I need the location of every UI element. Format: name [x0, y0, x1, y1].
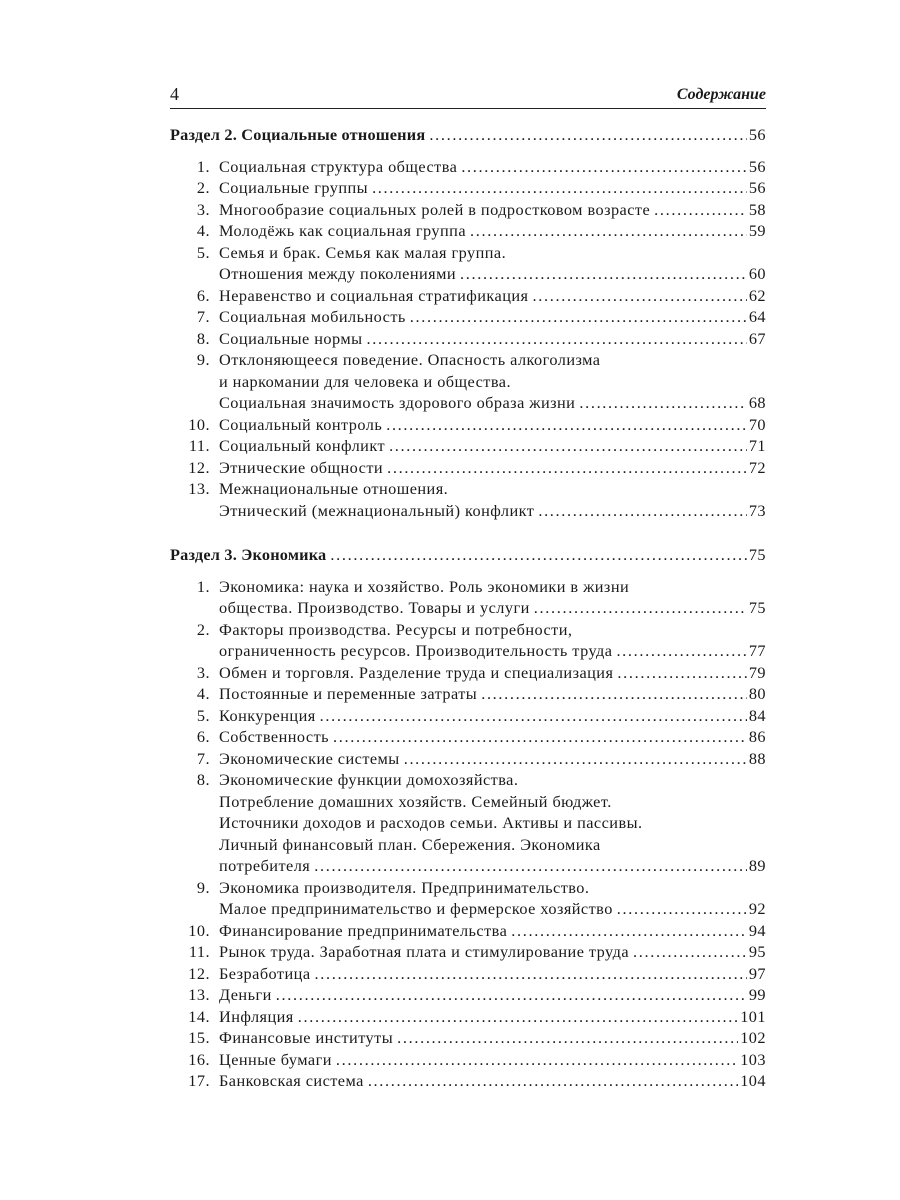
toc-page-number: 80	[748, 684, 766, 703]
toc-entry	[0, 920, 900, 942]
page-number: 4	[170, 84, 179, 104]
toc-entry-text: Экономические функции домохозяйства.	[219, 770, 519, 789]
toc-entry-row	[0, 920, 900, 942]
dot-leader	[470, 220, 747, 242]
toc-entry-title: Рынок труда. Заработная плата и стимулирование труда	[219, 942, 630, 961]
toc-entry-number: 5.	[196, 242, 210, 262]
toc-entry-title: Ценные бумаги	[219, 1049, 332, 1069]
toc-entry-line	[219, 984, 766, 1006]
toc-entry-row	[0, 414, 900, 436]
toc-page-number: 101	[740, 1006, 766, 1026]
toc-entry-text: и наркомании для человека и общества.	[219, 371, 511, 391]
toc-entry-row	[0, 726, 900, 748]
toc-entry-title: Этнический (межнациональный) конфликт	[219, 500, 535, 520]
running-head-title: Содержание	[676, 86, 766, 103]
toc-entry-title: Социальный контроль	[219, 414, 383, 434]
toc-entry-number: 4.	[196, 684, 210, 703]
toc-entry	[0, 1070, 900, 1092]
toc-entry-row	[0, 769, 900, 791]
toc-entry-number: 6.	[196, 285, 210, 305]
toc-entry	[0, 1049, 900, 1071]
toc-entry-row	[0, 984, 900, 1006]
toc-entry-row	[0, 392, 900, 414]
toc-page-number: 67	[748, 328, 766, 348]
toc-entry	[0, 984, 900, 1006]
dot-leader	[315, 963, 747, 985]
toc-entry-row	[0, 683, 900, 705]
toc-entry-title: Социальный конфликт	[219, 436, 386, 455]
toc-entry-line	[219, 199, 766, 221]
dot-leader	[368, 1070, 738, 1092]
toc-entry-row	[0, 812, 900, 834]
toc-entry-row	[0, 263, 900, 285]
toc-entry-row	[0, 242, 900, 264]
toc-entry-number: 9.	[196, 877, 210, 897]
toc-entry-row	[0, 855, 900, 877]
toc-entry-number: 3.	[196, 199, 210, 219]
toc-entry	[0, 199, 900, 221]
toc-entry-row	[0, 898, 900, 920]
toc-page-number: 99	[748, 985, 766, 1004]
toc-entry-number: 1.	[196, 576, 210, 596]
toc-entry-title: Социальная структура общества	[219, 156, 458, 176]
toc-entry	[0, 220, 900, 242]
section-heading-line	[170, 124, 766, 146]
toc-entry-row	[0, 285, 900, 307]
toc-entry-row	[0, 748, 900, 770]
toc-page-number: 86	[748, 727, 766, 746]
toc-entry-number: 15.	[188, 1028, 210, 1047]
toc-page-number: 77	[748, 641, 766, 660]
toc-entry-row	[0, 640, 900, 662]
toc-entry-row	[0, 306, 900, 328]
toc-entry-number: 8.	[196, 770, 210, 789]
toc-entry-title: общества. Производство. Товары и услуги	[219, 598, 530, 617]
toc-entry-number: 3.	[196, 662, 210, 682]
toc-entry	[0, 941, 900, 963]
toc-entry-text: Факторы производства. Ресурсы и потребности,	[219, 619, 573, 639]
toc-entry-number: 12.	[188, 457, 210, 477]
toc-page-number: 88	[748, 748, 766, 768]
toc-page-number: 92	[748, 899, 766, 918]
section-3-block	[0, 544, 900, 1092]
toc-page-number: 79	[748, 662, 766, 682]
toc-entry-line	[219, 748, 766, 770]
toc-entry-title: Безработица	[219, 963, 311, 983]
dot-leader	[320, 705, 747, 727]
toc-entry-number: 10.	[188, 920, 210, 940]
toc-entry-row	[0, 834, 900, 856]
toc-entry-title: Конкуренция	[219, 705, 316, 725]
toc-entry-text: Межнациональные отношения.	[219, 479, 449, 498]
toc-entry-line	[219, 285, 766, 307]
toc-entry-title: Деньги	[219, 985, 272, 1004]
dot-leader	[298, 1006, 738, 1028]
toc-entry-line	[219, 640, 766, 662]
section-heading	[0, 124, 900, 146]
toc-entry	[0, 877, 900, 920]
toc-entry-title: Экономические системы	[219, 748, 400, 768]
dot-leader	[410, 306, 747, 328]
toc-entry-row	[0, 619, 900, 641]
toc-entry-line	[219, 177, 766, 199]
toc-page-number: 102	[740, 1028, 766, 1047]
toc-entry-row	[0, 371, 900, 393]
toc-page-number: 72	[748, 457, 766, 477]
toc-entry-text: Экономика: наука и хозяйство. Роль экономики в жизни	[219, 576, 630, 596]
toc-entry	[0, 242, 900, 285]
toc-entry	[0, 769, 900, 877]
dot-leader	[481, 683, 747, 705]
toc-entry	[0, 478, 900, 521]
toc-entry-title: Социальная значимость здорового образа жизни	[219, 393, 576, 412]
toc-entry-row	[0, 457, 900, 479]
dot-leader	[654, 199, 747, 221]
toc-entry-number: 16.	[188, 1049, 210, 1069]
toc-entry-row	[0, 597, 900, 619]
dot-leader	[429, 124, 746, 146]
toc-entry-text: Потребление домашних хозяйств. Семейный бюджет.	[219, 791, 612, 811]
toc-entry-row	[0, 1027, 900, 1049]
toc-entry-line	[219, 726, 766, 748]
toc-entry-title: Постоянные и переменные затраты	[219, 684, 478, 703]
toc-entry-title: Малое предпринимательство и фермерское хозяйство	[219, 899, 613, 918]
toc-page-number: 89	[748, 856, 766, 875]
toc-entry-line	[219, 435, 766, 457]
toc-entry-line	[219, 500, 766, 522]
toc-entry-number: 4.	[196, 221, 210, 240]
toc-entry	[0, 576, 900, 619]
dot-leader	[276, 984, 747, 1006]
section-heading-line	[170, 544, 766, 566]
dot-leader	[389, 435, 747, 457]
section-heading	[0, 544, 900, 566]
dot-leader	[617, 662, 746, 684]
toc-entry-line	[219, 156, 766, 178]
toc-entry-number: 5.	[196, 705, 210, 725]
dot-leader	[336, 1049, 738, 1071]
toc-entry-line	[219, 855, 766, 877]
toc-entry-row	[0, 349, 900, 371]
toc-entry-title: Собственность	[219, 727, 330, 746]
toc-entry-title: Неравенство и социальная стратификация	[219, 285, 529, 305]
toc-page-number: 58	[748, 199, 766, 219]
toc-entry-number: 9.	[196, 350, 210, 369]
toc-entry	[0, 619, 900, 662]
toc-entry	[0, 726, 900, 748]
toc-entry-line	[219, 1006, 766, 1028]
toc-entry-number: 11.	[188, 942, 210, 961]
toc-entry-title: Многообразие социальных ролей в подростковом возрасте	[219, 199, 651, 219]
dot-leader	[461, 156, 747, 178]
dot-leader	[386, 414, 747, 436]
toc-entry-title: Социальная мобильность	[219, 307, 406, 326]
toc-entry-row	[0, 791, 900, 813]
toc-entry	[0, 306, 900, 328]
toc-entry-row	[0, 199, 900, 221]
toc-entry	[0, 748, 900, 770]
toc-entry-line	[219, 328, 766, 350]
toc-page-number: 103	[740, 1049, 766, 1069]
toc-entry-title: Банковская система	[219, 1071, 364, 1090]
toc-entry-number: 17.	[188, 1071, 210, 1090]
toc-entry-line	[219, 414, 766, 436]
toc-entry-line	[219, 306, 766, 328]
dot-leader	[330, 544, 746, 566]
dot-leader	[387, 457, 747, 479]
toc-entry-title: Финансирование предпринимательства	[219, 920, 508, 940]
toc-entry-row	[0, 478, 900, 500]
toc-entry	[0, 414, 900, 436]
toc-entry-row	[0, 177, 900, 199]
toc-entry	[0, 457, 900, 479]
toc-page-number: 56	[748, 156, 766, 176]
toc-entry-title: Социальные группы	[219, 178, 369, 197]
toc-entry	[0, 662, 900, 684]
toc-page-number: 60	[748, 264, 766, 283]
toc-entry-number: 7.	[196, 307, 210, 326]
toc-page-number: 75	[748, 598, 766, 617]
toc-entry-title: Обмен и торговля. Разделение труда и специализация	[219, 662, 614, 682]
dot-leader	[333, 726, 747, 748]
dot-leader	[533, 285, 747, 307]
toc-entry-number: 2.	[196, 178, 210, 197]
dot-leader	[314, 855, 747, 877]
toc-entry-line	[219, 662, 766, 684]
section-2-block	[0, 124, 900, 521]
dot-leader	[460, 263, 747, 285]
toc-entry	[0, 683, 900, 705]
toc-entry-number: 2.	[196, 619, 210, 639]
toc-entry	[0, 285, 900, 307]
toc-entry-number: 10.	[188, 414, 210, 434]
toc-entry-row	[0, 705, 900, 727]
toc-entry-row	[0, 500, 900, 522]
dot-leader	[534, 597, 747, 619]
section-heading-title: Раздел 3. Экономика	[170, 545, 327, 564]
toc-entry-line	[219, 963, 766, 985]
toc-entry-row	[0, 877, 900, 899]
toc-entry-row	[0, 1070, 900, 1092]
toc-entry	[0, 1006, 900, 1028]
toc-entry-row	[0, 156, 900, 178]
toc-entry-title: Отношения между поколениями	[219, 264, 457, 283]
toc-page-number: 68	[748, 393, 766, 412]
toc-entry-line	[219, 1070, 766, 1092]
toc-entry-line	[219, 920, 766, 942]
toc-entry-text: Отклоняющееся поведение. Опасность алкоголизма	[219, 350, 601, 369]
dot-leader	[511, 920, 747, 942]
dot-leader	[616, 640, 746, 662]
dot-leader	[366, 328, 746, 350]
toc-entry-row	[0, 963, 900, 985]
toc-entry-title: Этнические общности	[219, 457, 384, 477]
dot-leader	[397, 1027, 738, 1049]
toc-entry-text: Источники доходов и расходов семьи. Активы и пассивы.	[219, 813, 643, 832]
toc-page-number: 71	[748, 436, 766, 455]
toc-page-number: 70	[748, 414, 766, 434]
toc-page-number: 62	[748, 285, 766, 305]
toc-entry-row	[0, 328, 900, 350]
toc-entry-text: Личный финансовый план. Сбережения. Экономика	[219, 834, 601, 854]
toc-entry-line	[219, 683, 766, 705]
toc-entry-number: 13.	[188, 985, 210, 1004]
toc-page-number: 84	[748, 705, 766, 725]
section-heading-title: Раздел 2. Социальные отношения	[170, 125, 426, 144]
dot-leader	[404, 748, 747, 770]
toc-entry-number: 1.	[196, 156, 210, 176]
toc-entry-number: 8.	[196, 328, 210, 348]
toc-entry-line	[219, 457, 766, 479]
dot-leader	[538, 500, 746, 522]
toc-entry-line	[219, 392, 766, 414]
toc-entry	[0, 328, 900, 350]
toc-entry-number: 14.	[188, 1006, 210, 1026]
toc-entry-number: 11.	[188, 436, 210, 455]
toc-entry-title: потребителя	[219, 856, 311, 875]
toc-entry-title: Инфляция	[219, 1006, 294, 1026]
toc-entry-title: Финансовые институты	[219, 1028, 394, 1047]
toc-entry-title: Социальные нормы	[219, 328, 363, 348]
toc-entry-line	[219, 597, 766, 619]
toc-entry	[0, 435, 900, 457]
toc-entry-title: Молодёжь как социальная группа	[219, 221, 467, 240]
toc-entry-row	[0, 1049, 900, 1071]
toc-entry	[0, 177, 900, 199]
toc-entry-number: 12.	[188, 963, 210, 983]
toc-entry	[0, 349, 900, 414]
dot-leader	[579, 392, 746, 414]
toc-page-number: 97	[748, 963, 766, 983]
toc-page-number: 75	[748, 545, 766, 564]
toc-entry-number: 7.	[196, 748, 210, 768]
toc-entry-line	[219, 1049, 766, 1071]
toc-page-number: 73	[748, 500, 766, 520]
toc-page-number: 64	[748, 307, 766, 326]
toc-entry-number: 13.	[188, 479, 210, 498]
toc-entry	[0, 1027, 900, 1049]
toc-entry	[0, 156, 900, 178]
toc-entry-number: 6.	[196, 727, 210, 746]
toc-entry-text: Семья и брак. Семья как малая группа.	[219, 242, 507, 262]
toc-page-number: 59	[748, 221, 766, 240]
toc-entry-row	[0, 220, 900, 242]
toc-entry-row	[0, 435, 900, 457]
toc-page-number: 95	[748, 942, 766, 961]
toc-entry-line	[219, 1027, 766, 1049]
toc-entry	[0, 705, 900, 727]
toc-entry-row	[0, 662, 900, 684]
toc-entry-line	[219, 705, 766, 727]
toc-entry-line	[219, 941, 766, 963]
toc-entry-line	[219, 898, 766, 920]
toc-entry-title: ограниченность ресурсов. Производительность труда	[219, 641, 613, 660]
toc-page-number: 94	[748, 920, 766, 940]
toc-entry	[0, 963, 900, 985]
dot-leader	[633, 941, 747, 963]
toc-entry-text: Экономика производителя. Предпринимательство.	[219, 877, 590, 897]
toc-entry-row	[0, 941, 900, 963]
toc-entry-row	[0, 1006, 900, 1028]
dot-leader	[372, 177, 747, 199]
toc-page-number: 56	[748, 125, 766, 144]
dot-leader	[617, 898, 747, 920]
toc-entry-line	[219, 263, 766, 285]
toc-page-number: 104	[740, 1071, 766, 1090]
toc-page-number: 56	[748, 178, 766, 197]
toc-entry-row	[0, 576, 900, 598]
toc-entry-line	[219, 220, 766, 242]
